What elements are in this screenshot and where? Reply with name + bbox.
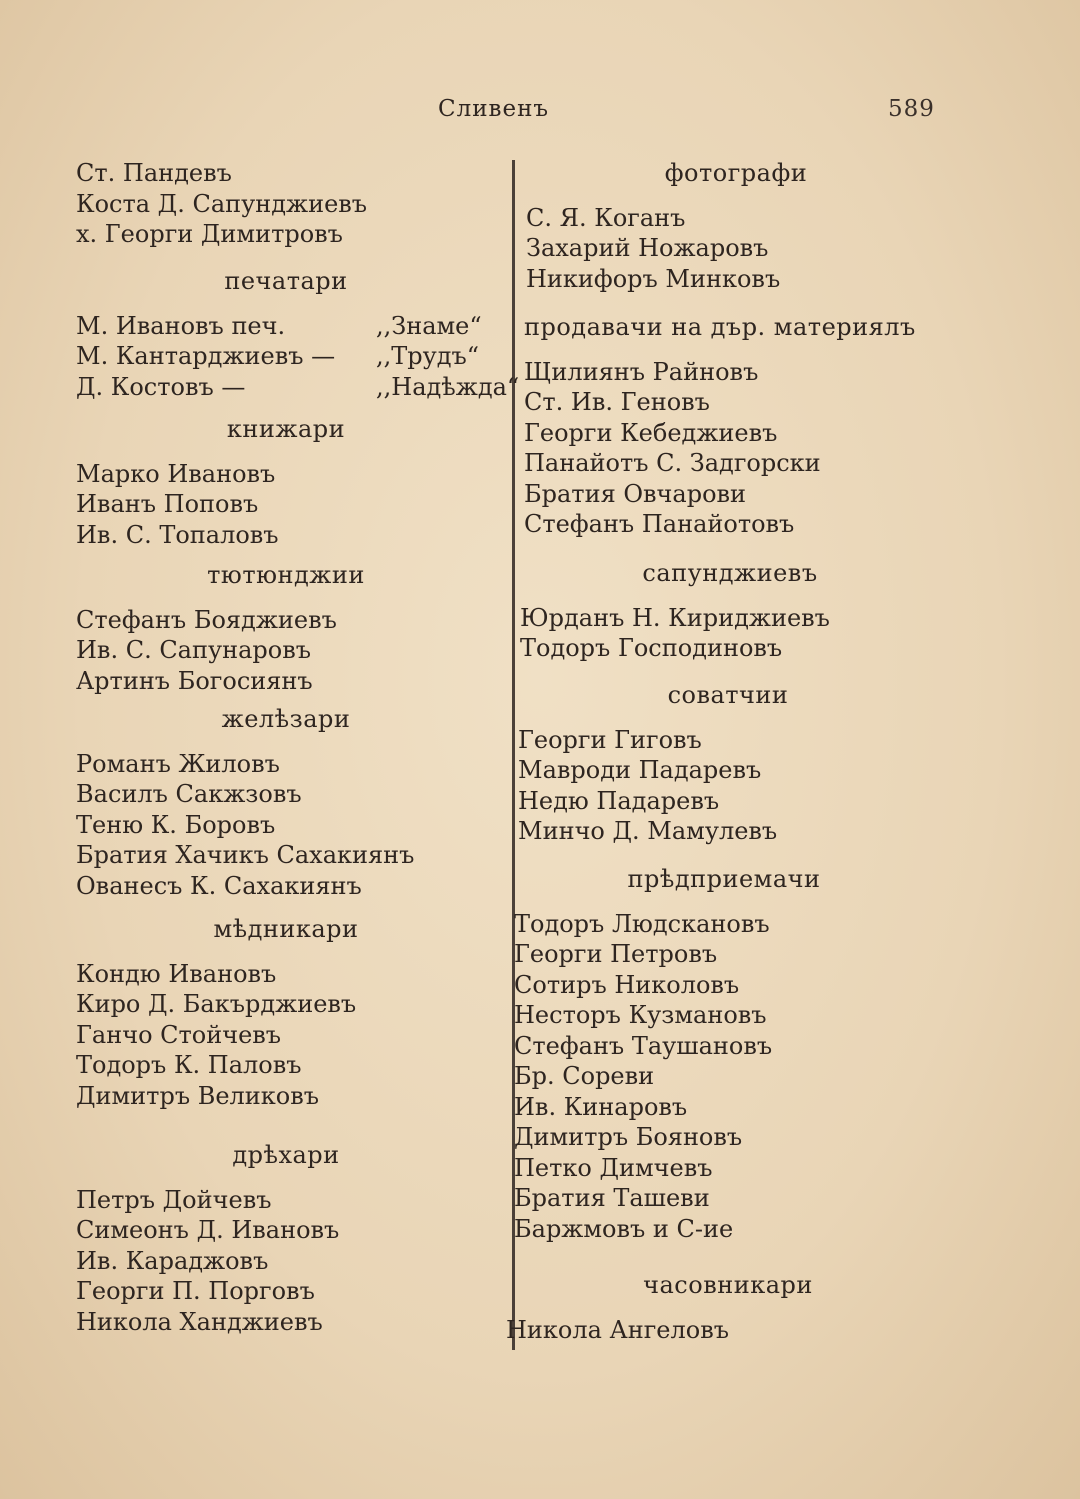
list-item: Минчо Д. Мамулевъ xyxy=(518,817,778,845)
list-item: Стефанъ Таушановъ xyxy=(514,1031,773,1060)
section-coppersmiths xyxy=(76,914,516,1111)
list-item: Тодоръ Людскановъ xyxy=(514,909,770,938)
list-item: Ив. С. Топаловъ xyxy=(76,520,279,549)
list-item: Захарий Ножаровъ xyxy=(526,234,769,262)
list-item: Стефанъ Панайотовъ xyxy=(524,510,795,538)
list-item: Стефанъ Бояджиевъ xyxy=(76,605,337,634)
section-booksellers xyxy=(76,414,516,550)
section-soapmakers xyxy=(520,558,960,664)
list-item: Недю Падаревъ xyxy=(518,786,720,815)
list-item: Ганчо Стойчевъ xyxy=(76,1020,282,1049)
list-item: Братия Овчарови xyxy=(524,479,747,508)
printer-name: М. Кантарджиевъ — xyxy=(76,342,336,370)
section-tobacconists xyxy=(76,560,516,696)
section-clothiers xyxy=(76,1140,516,1337)
section-heading: мѣдникари xyxy=(213,915,359,943)
page-header xyxy=(0,96,1080,136)
section-heading: тютюнджии xyxy=(207,561,365,589)
section-printers xyxy=(76,266,520,402)
list-item xyxy=(76,311,516,342)
list-item: Ст. Ив. Геновъ xyxy=(524,388,710,416)
list-item: Коста Д. Сапунджиевъ xyxy=(76,189,368,218)
list-item: Щилиянъ Райновъ xyxy=(524,357,759,386)
list-item: Димитръ Великовъ xyxy=(76,1081,320,1110)
list-item: Ст. Пандевъ xyxy=(76,159,232,187)
section-heading: продавачи на дър. материялъ xyxy=(524,313,916,341)
list-item: Георги П. Порговъ xyxy=(76,1277,315,1305)
section-timber-sellers xyxy=(524,312,964,540)
list-item: Никола Ханджиевъ xyxy=(76,1307,323,1336)
section-heading: сапунджиевъ xyxy=(642,559,818,587)
section-heading: фотографи xyxy=(664,159,808,187)
list-item: Юрданъ Н. Кириджиевъ xyxy=(520,603,830,632)
section-heading: дрѣхари xyxy=(232,1141,340,1169)
list-item: Сотиръ Николовъ xyxy=(514,970,740,999)
printer-tag: ,,Знаме“ xyxy=(376,311,482,340)
list-item: Марко Ивановъ xyxy=(76,459,276,488)
section-sovatchii xyxy=(518,680,958,847)
list-item: Георги Гиговъ xyxy=(518,725,702,754)
list-item: Тодоръ К. Паловъ xyxy=(76,1051,302,1079)
list-item: Тодоръ Господиновъ xyxy=(520,634,783,662)
list-item: Иванъ Поповъ xyxy=(76,490,259,518)
list-item: Братия Хачикъ Сахакиянъ xyxy=(76,841,415,869)
intro-list xyxy=(76,158,516,250)
list-item xyxy=(76,372,520,403)
list-item: х. Георги Димитровъ xyxy=(76,220,343,248)
list-item: Ив. Кинаровъ xyxy=(514,1092,688,1121)
list-item: Георги Петровъ xyxy=(514,940,718,968)
section-heading: соватчии xyxy=(667,681,789,709)
list-item: Теню К. Боровъ xyxy=(76,810,276,839)
list-item: Мавроди Падаревъ xyxy=(518,756,762,784)
list-item: Георги Кебеджиевъ xyxy=(524,418,778,447)
list-item: Несторъ Кузмановъ xyxy=(514,1001,767,1029)
section-ironmongers xyxy=(76,704,516,901)
list-item: Ив. С. Сапунаровъ xyxy=(76,636,312,664)
list-item: Петко Димчевъ xyxy=(514,1153,713,1182)
section-heading: прѣдприемачи xyxy=(627,865,821,893)
running-title: Сливенъ xyxy=(438,96,550,122)
printer-name: М. Ивановъ печ. xyxy=(76,311,286,340)
list-item: Баржмовъ и С-ие xyxy=(514,1214,734,1243)
list-item: Симеонъ Д. Ивановъ xyxy=(76,1216,340,1244)
list-item: Бр. Сореви xyxy=(514,1062,655,1090)
list-item: Артинъ Богосиянъ xyxy=(76,666,313,695)
list-item: С. Я. Коганъ xyxy=(526,203,686,232)
list-item: Димитръ Бояновъ xyxy=(514,1123,743,1151)
list-item: Ив. Караджовъ xyxy=(76,1246,269,1275)
list-item: Василъ Сакжзовъ xyxy=(76,780,302,808)
list-item: Петръ Дойчевъ xyxy=(76,1185,272,1214)
printer-name: Д. Костовъ — xyxy=(76,372,246,401)
page-number: 589 xyxy=(888,96,935,122)
list-item: Киро Д. Бакърджиевъ xyxy=(76,990,357,1018)
list-item: Ованесъ К. Сахакиянъ xyxy=(76,871,362,900)
section-photographers xyxy=(526,158,966,294)
section-heading: книжари xyxy=(226,415,346,443)
list-item: Кондю Ивановъ xyxy=(76,959,277,988)
list-item xyxy=(76,341,516,372)
section-heading: желѣзари xyxy=(221,705,351,733)
printer-tag: ,,Трудъ“ xyxy=(376,342,480,370)
list-item: Никифоръ Минковъ xyxy=(526,264,781,293)
section-heading: часовникари xyxy=(643,1271,813,1299)
list-item: Никола Ангеловъ xyxy=(506,1315,729,1344)
list-item: Братия Ташеви xyxy=(514,1184,710,1212)
section-watchmakers xyxy=(506,1270,946,1345)
printer-tag: ,,Надѣжда“ xyxy=(376,372,520,401)
list-item: Романъ Жиловъ xyxy=(76,749,280,778)
list-item: Панайотъ С. Задгорски xyxy=(524,449,821,477)
section-heading: печатари xyxy=(224,267,348,295)
section-contractors xyxy=(514,864,954,1244)
